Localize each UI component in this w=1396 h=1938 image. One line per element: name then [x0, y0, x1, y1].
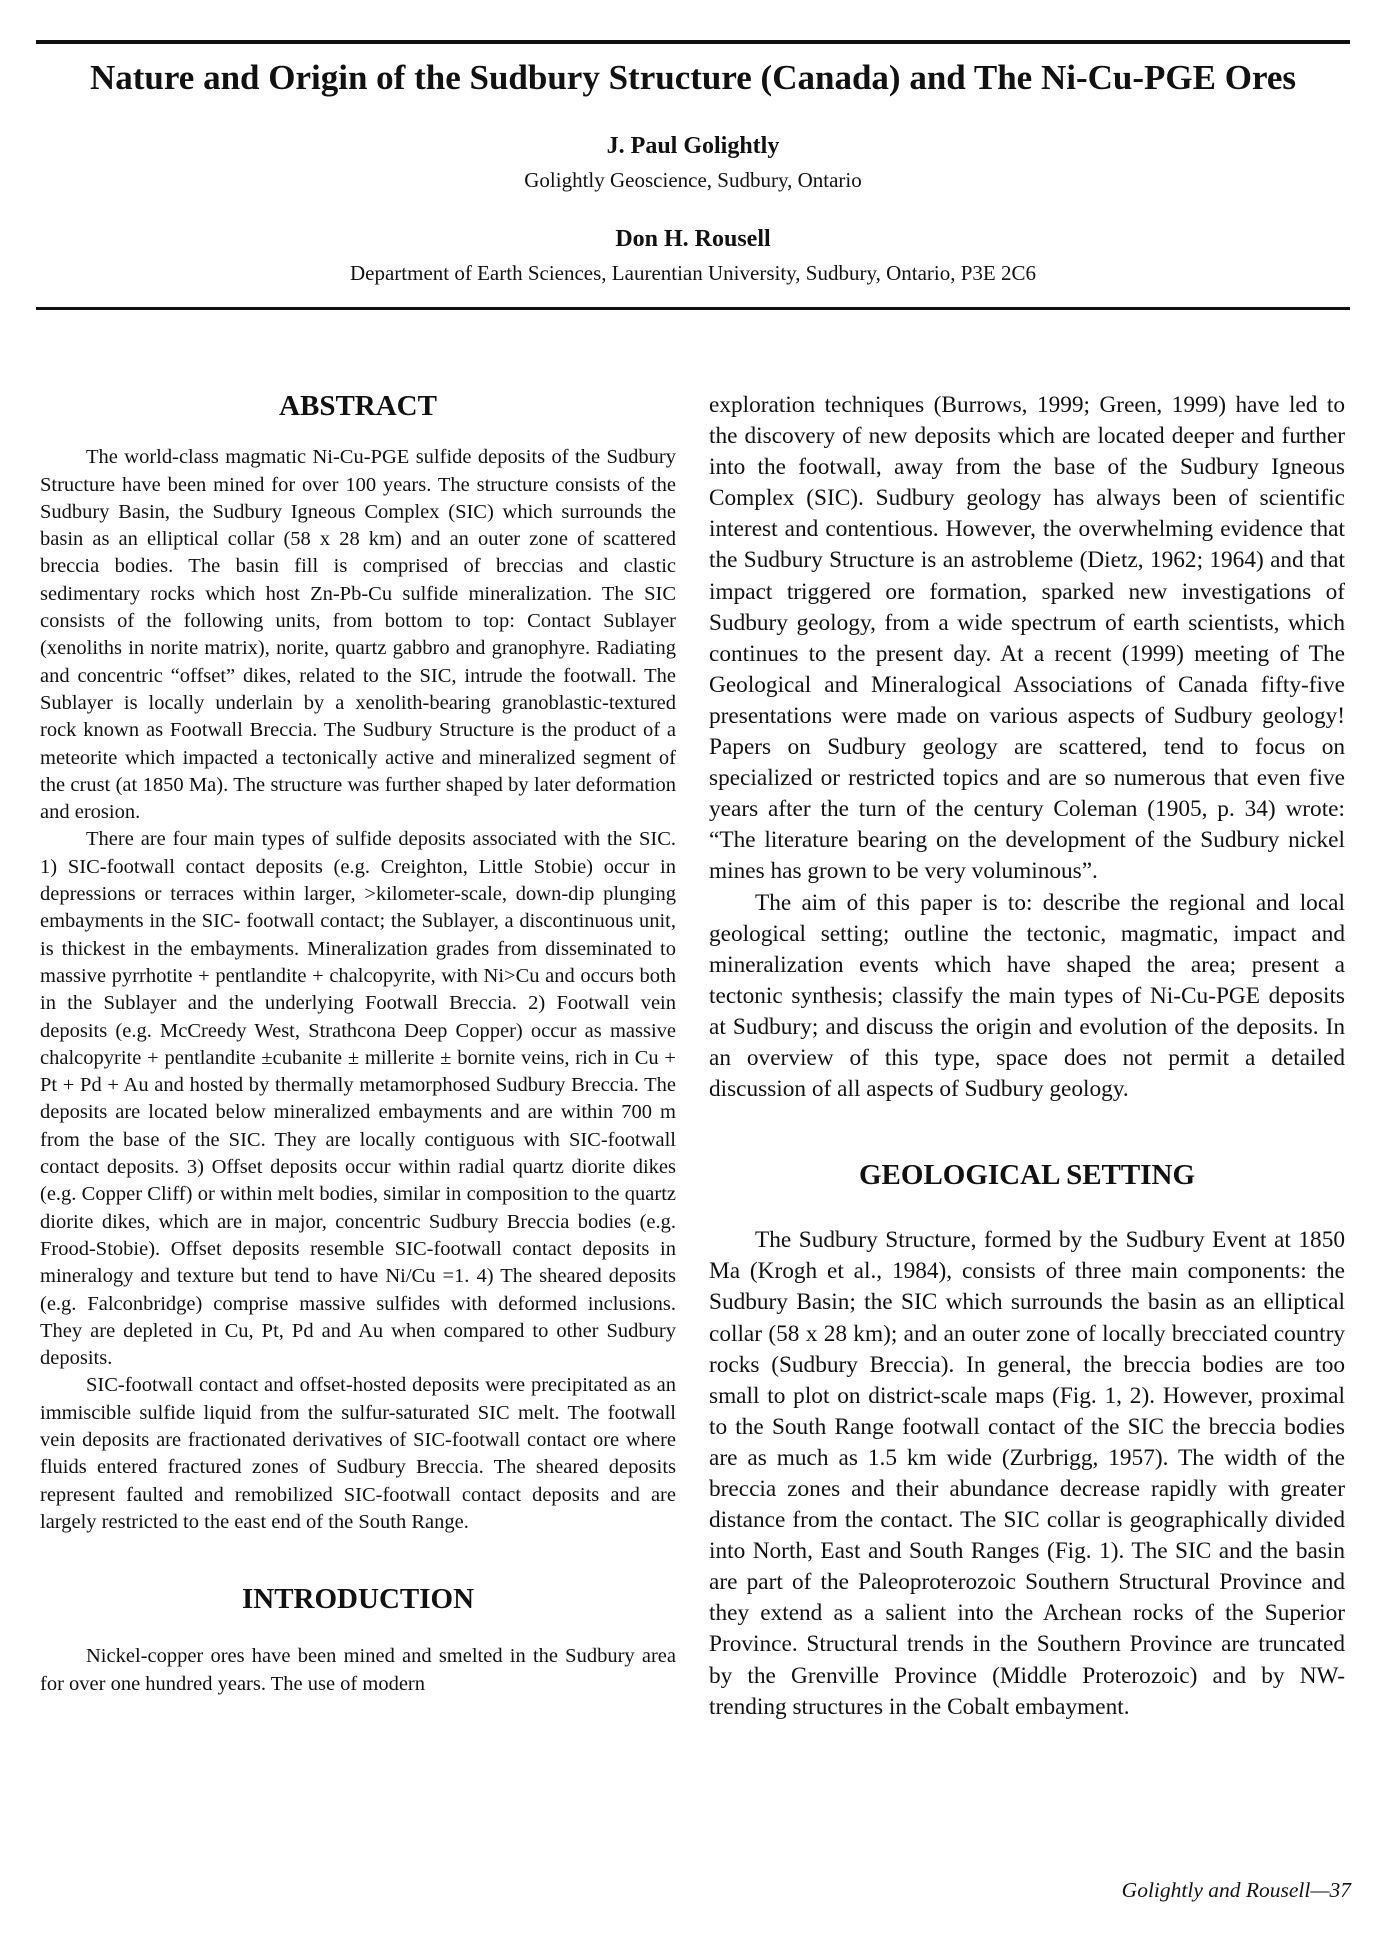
left-column: [40, 390, 676, 1698]
page-number: 37: [1329, 1878, 1351, 1902]
geological-setting-paragraph: The Sudbury Structure, formed by the Sudbury Event at 1850 Ma (Krogh et al., 1984), consists of three main components: the Sudbury Basin; the SIC which surrounds the basin as an elliptical collar (58 x 28 km); and an outer zone of locally brecciated country rocks (Sudbury Breccia). In general, the breccia bodies are too small to plot on district-scale maps (Fig. 1, 2). However, proximal to the South Range footwall contact of the SIC the breccia bodies are as much as 1.5 km wide (Zurbrigg, 1957). The width of the breccia zones and their abundance decrease rapidly with greater distance from the contact. The SIC collar is geographically divided into North, East and South Ranges (Fig. 1). The SIC and the basin are part of the Paleoproterozoic Southern Structural Province and they extend as a salient into the Archean rocks of the Superior Province. Structural trends in the Southern Province are truncated by the Grenville Province (Middle Proterozoic) and by NW-trending structures in the Cobalt embayment.: [709, 1227, 1345, 1720]
author-name: J. Paul Golightly: [606, 133, 780, 159]
abstract-heading: ABSTRACT: [279, 390, 437, 422]
introduction-paragraph-continued: exploration techniques (Burrows, 1999; Green, 1999) have led to the discovery of new deposits which are located deeper and further into the footwall, away from the base of the Sudbury Igneous Complex (SIC). Sudbury geology has always been of scientific interest and contentious. However, the overwhelming evidence that the Sudbury Structure is an astrobleme (Dietz, 1962; 1964) and that impact triggered ore formation, sparked new investigations of Sudbury geology, from a wide spectrum of earth scientists, which continues to the present day. At a recent (1999) meeting of The Geological and Mineralogical Associations of Canada fifty-five presentations were made on various aspects of Sudbury geology! Papers on Sudbury geology are scattered, tend to focus on specialized or restricted topics and are so numerous that even five years after the turn of the century Coleman (1905, p. 34) wrote: “The literature bearing on the development of the Sudbury nickel mines has grown to be very voluminous”.: [709, 392, 1345, 885]
introduction-heading: INTRODUCTION: [241, 1583, 475, 1616]
author-block-2: [36, 226, 1350, 286]
right-column: [709, 390, 1345, 1723]
author-affiliation: Department of Earth Sciences, Laurentian University, Sudbury, Ontario, P3E 2C6: [349, 261, 1037, 285]
footer-separator: —: [1310, 1878, 1330, 1902]
abstract-paragraph: The world-class magmatic Ni-Cu-PGE sulfide deposits of the Sudbury Structure have been mined for over 100 years. The structure consists of the Sudbury Basin, the Sudbury Igneous Complex (SIC) which surrounds the basin as an elliptical collar (58 x 28 km) and an outer zone of scattered breccia bodies. The basin fill is comprised of breccias and clastic sedimentary rocks which host Zn-Pb-Cu sulfide mineralization. The SIC consists of the following units, from bottom to top: Contact Sublayer (xenoliths in norite matrix), norite, quartz gabbro and granophyre. Radiating and concentric “offset” dikes, related to the SIC, intrude the footwall. The Sublayer is locally underlain by a xenolith-bearing granoblastic-textured rock known as Footwall Breccia. The Sudbury Structure is the product of a meteorite which impacted a tectonically active and mineralized segment of the crust (at 1850 Ma). The structure was further shaped by later deformation and erosion.: [40, 446, 676, 824]
author-block-1: [36, 133, 1350, 193]
abstract-paragraph: There are four main types of sulfide deposits associated with the SIC. 1) SIC-footwall contact deposits (e.g. Creighton, Little Stobie) occur in depressions or terraces within larger, >kilometer-scale, down-dip plunging embayments in the SIC- footwall contact; the Sublayer, a discontinuous unit, is thickest in the embayments. Mineralization grades from disseminated to massive pyrrhotite + pentlandite + chalcopyrite, with Ni>Cu and occurs both in the Sublayer and the underlying Footwall Breccia. 2) Footwall vein deposits (e.g. McCreedy West, Strathcona Deep Copper) occur as massive chalcopyrite + pentlandite ±cubanite ± millerite ± bornite veins, rich in Cu + Pt + Pd + Au and hosted by thermally metamorphosed Sudbury Breccia. The deposits are located below mineralized embayments and are within 700 m from the base of the SIC. They are locally contiguous with SIC-footwall contact deposits. 3) Offset deposits occur within radial quartz diorite dikes (e.g. Copper Cliff) or within melt bodies, similar in composition to the quartz diorite dikes, which are in major, concentric Sudbury Breccia bodies (e.g. Frood-Stobie). Offset deposits resemble SIC-footwall contact deposits in mineralogy and texture but tend to have Ni/Cu =1. 4) The sheared deposits (e.g. Falconbridge) comprise massive sulfides with deformed inclusions. They are depleted in Cu, Pt, Pd and Au when compared to other Sudbury deposits.: [40, 828, 676, 1370]
abstract-paragraph: SIC-footwall contact and offset-hosted deposits were precipitated as an immiscible sulfide liquid from the sulfur-saturated SIC melt. The footwall vein deposits are fractionated derivatives of SIC-footwall contact ore where fluids entered fractured zones of Sudbury Breccia. The sheared deposits represent faulted and remobilized SIC-footwall contact deposits and are largely restricted to the east end of the South Range.: [40, 1374, 676, 1533]
author-name: Don H. Rousell: [615, 226, 771, 252]
introduction-paragraph: Nickel-copper ores have been mined and smelted in the Sudbury area for over one hundred years. The use of modern: [40, 1645, 676, 1695]
geological-setting-heading: GEOLOGICAL SETTING: [858, 1159, 1196, 1192]
author-affiliation: Golightly Geoscience, Sudbury, Ontario: [524, 168, 862, 192]
paper-title: Nature and Origin of the Sudbury Structure (Canada) and The Ni-Cu-PGE Ores: [89, 58, 1296, 97]
running-head: Golightly and Rousell: [1121, 1878, 1311, 1902]
introduction-aim-paragraph: The aim of this paper is to: describe the regional and local geological setting; outline the tectonic, magmatic, impact and mineralization events which have shaped the area; present a tectonic synthesis; classify the main types of Ni-Cu-PGE deposits at Sudbury; and discuss the origin and evolution of the deposits. In an overview of this type, space does not permit a detailed discussion of all aspects of Sudbury geology.: [709, 889, 1345, 1103]
header-bottom-rule: [36, 307, 1350, 310]
page-footer: [1122, 1878, 1351, 1903]
top-rule: [36, 40, 1350, 44]
